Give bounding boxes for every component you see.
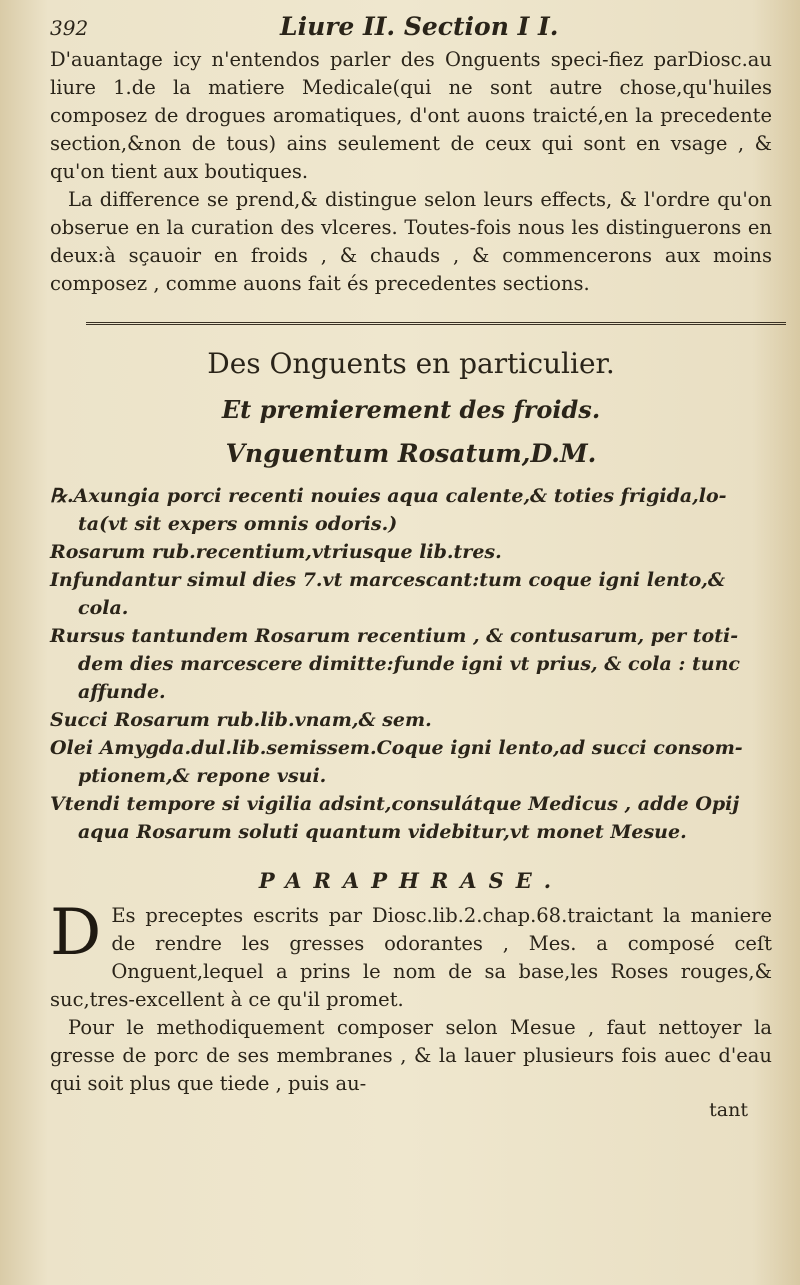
recipe-line: Infundantur simul dies 7.vt marcescant:tum coque igni lento,&: [50, 569, 726, 591]
ornamental-rule: [86, 322, 786, 328]
recipe-line: dem dies marcescere dimitte:funde igni vt prius, & cola : tunc: [78, 653, 741, 675]
recipe-line: ptionem,& repone vsui.: [78, 765, 327, 787]
recipe-line: cola.: [78, 597, 129, 619]
section-heading: Des Onguents en particulier.: [207, 347, 615, 380]
subsection-heading: Et premierement des froids.: [221, 395, 601, 424]
catchword: tant: [709, 1099, 748, 1121]
recipe-title: Vnguentum Rosatum,D.M.: [225, 439, 597, 468]
intro-paragraph-2: La difference se prend,& distingue selon leurs effects, & l'ordre qu'on obserue en la curation des vlceres. Toutes-fois nous les distinguerons en deux:à sçauoir en froids , & chauds , & commencerons aux moins composez , comme auons fait és precedentes sections.: [50, 188, 772, 295]
intro-paragraph-1: D'auantage icy n'entendos parler des Onguents speci-fiez parDiosc.au liure 1.de la matiere Medicale(qui ne sont autre chose,qu'huiles composez de drogues aromatiques, d'ont auons traicté,en la precedente section,&non de tous) ains seulement de ceux qui sont en vsage , & qu'on tient aux boutiques.: [50, 48, 772, 183]
recipe-line: Rursus tantundem Rosarum recentium , & contusarum, per toti-: [50, 625, 739, 647]
recipe-line: Vtendi tempore si vigilia adsint,consulátque Medicus , adde Opij: [50, 793, 740, 815]
recipe-line: Rosarum rub.recentium,vtriusque lib.tres.: [50, 541, 502, 563]
page-header: [50, 12, 772, 46]
recipe-line: ℞.Axungia porci recenti nouies aqua calente,& toties frigida,lo-: [50, 485, 727, 507]
page-number: 392: [50, 16, 89, 40]
recipe-block: [50, 482, 772, 846]
drop-cap: D: [50, 896, 102, 970]
paraphrase-body: [50, 896, 772, 1122]
recipe-line: Olei Amygda.dul.lib.semissem.Coque igni lento,ad succi consom-: [50, 737, 743, 759]
recipe-line: affunde.: [78, 681, 166, 703]
recipe-line: aqua Rosarum soluti quantum videbitur,vt monet Mesue.: [78, 821, 687, 843]
paraphrase-paragraph-2: Pour le methodiquement composer selon Mesue , faut nettoyer la gresse de porc de ses membranes , & la lauer plusieurs fois auec d'eau qui soit plus que tiede , puis au-: [50, 1016, 772, 1095]
recipe-line: ta(vt sit expers omnis odoris.): [78, 513, 398, 535]
paraphrase-heading: PARAPHRASE.: [258, 868, 564, 893]
paraphrase-paragraph-1: Es preceptes escrits par Diosc.lib.2.chap.68.traictant la maniere de rendre les gresses odorantes , Mes. a composé ceſt Onguent,lequel a prins le nom de sa base,les Roses rouges,& suc,tres-excellent à ce qu'il promet.: [50, 904, 772, 1011]
recipe-line: Succi Rosarum rub.lib.vnam,& sem.: [50, 709, 432, 731]
running-head: Liure II. Section I I.: [280, 12, 559, 41]
